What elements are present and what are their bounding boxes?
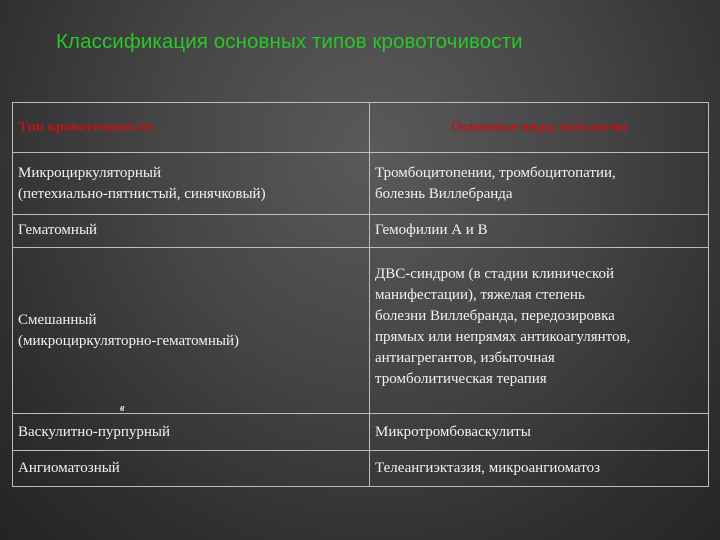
table-header-row xyxy=(13,103,709,153)
table-row xyxy=(13,450,709,486)
bleeding-type-cell: Ангиоматозный xyxy=(13,450,370,486)
bleeding-type-cell: Гематомный xyxy=(13,214,370,247)
bleeding-type-cell: Микроциркуляторный (петехиально-пятнистый, синячковый) xyxy=(13,153,370,214)
stray-text-mark: в xyxy=(120,403,125,414)
pathology-cell: Телеангиэктазия, микроангиоматоз xyxy=(370,450,709,486)
header-bleeding-type: Тип кровоточивости xyxy=(13,103,370,153)
bleeding-types-table xyxy=(12,102,709,487)
bleeding-type-cell: Смешанный (микроциркуляторно-гематомный) xyxy=(13,248,370,414)
pathology-cell: ДВС-синдром (в стадии клинической манифестации), тяжелая степень болезни Виллебранда, передозировка прямых или непрямях антикоагулянтов, антиагрегантов, избыточная тромболитическая терапия xyxy=(370,248,709,414)
table-row xyxy=(13,153,709,214)
bleeding-type-cell: Васкулитно-пурпурный xyxy=(13,414,370,450)
pathology-cell: Микротромбоваскулиты xyxy=(370,414,709,450)
table-row xyxy=(13,214,709,247)
table-row xyxy=(13,248,709,414)
table-row xyxy=(13,414,709,450)
pathology-cell: Тромбоцитопении, тромбоцитопатии, болезнь Виллебранда xyxy=(370,153,709,214)
pathology-cell: Гемофилии А и В xyxy=(370,214,709,247)
slide-title: Классификация основных типов кровоточивости xyxy=(56,30,523,53)
header-pathology-types: Основные виды пагологии xyxy=(370,103,709,153)
